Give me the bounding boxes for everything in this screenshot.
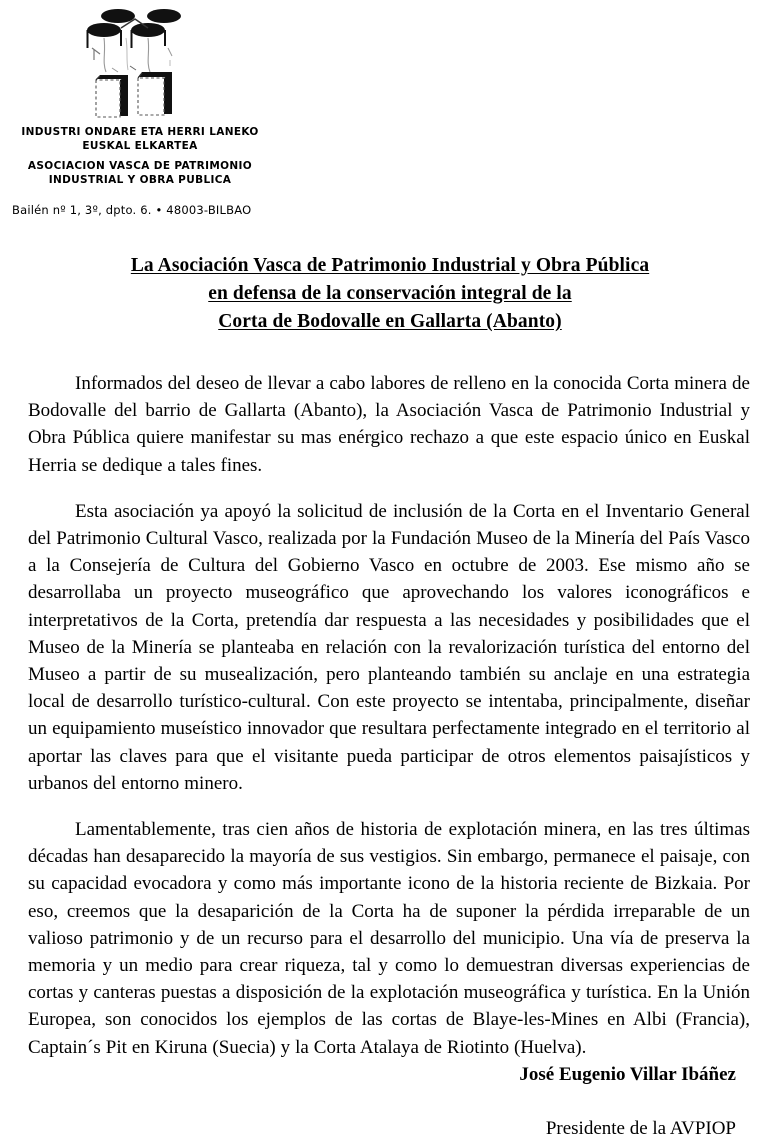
- org-name-basque-line2: EUSKAL ELKARTEA: [82, 139, 198, 152]
- title-line-3-text: Corta de Bodovalle en Gallarta (Abanto): [218, 311, 562, 332]
- signatory-role: Presidente de la AVPIOP: [545, 1118, 736, 1139]
- signature-block: [28, 1062, 750, 1142]
- industrial-heritage-logo-icon: [82, 4, 190, 124]
- document-title: [0, 252, 780, 336]
- org-name-spanish-line2: INDUSTRIAL Y OBRA PUBLICA: [48, 173, 232, 186]
- title-line-1-text: La Asociación Vasca de Patrimonio Industrial y Obra Pública: [130, 255, 650, 276]
- letterhead: [0, 0, 300, 217]
- title-line-2-text: en defensa de la conservación integral de la: [208, 283, 572, 304]
- signatory-name: José Eugenio Villar Ibáñez: [519, 1064, 736, 1085]
- body-paragraph-2: Esta asociación ya apoyó la solicitud de inclusión de la Corta en el Inventario General del Patrimonio Cultural Vasco, realizada por la Fundación Museo de la Minería del País Vasco a la Consejería de Cultura del Gobierno Vasco en octubre de 2003. Ese mismo año se desarrollaba un proyecto museográfico que aprovechando los valores iconográficos e interpretativos de la Corta, pretendía dar respuesta a las necesidades y posibilidades que el Museo de la Minería se planteaba en relación con la revalorización turística del entorno del Museo a partir de su musealización, pero planteando también su anclaje en una estrategia local de desarrollo turístico-cultural. Con este proyecto se intentaba, principalmente, diseñar un equipamiento museístico innovador que resultara perfectamente integrado en el territorio al aportar las claves para que el visitante pueda participar de otros elementos paisajísticos y urbanos del entorno minero.: [28, 500, 750, 794]
- body-paragraph-3: Lamentablemente, tras cien años de historia de explotación minera, en las tres últimas décadas han desaparecido la mayoría de sus vestigios. Sin embargo, permanece el paisaje, con su capacidad evocadora y como más importante icono de la historia reciente de Bizkaia. Por eso, creemos que la desaparición de la Corta ha de suponer la pérdida irreparable de un valioso patrimonio y de un recurso para el desarrollo del municipio. Una vía de preserva la memoria y un medio para crear riqueza, tal y como lo demuestran diversas experiencias de cortas y canteras puestas a disposición de la explotación museográfica y turística. En la Unión Europea, son conocidos los ejemplos de las cortas de Blaye-les-Mines en Albi (Francia), Captain´s Pit en Kiruna (Suecia) y la Corta Atalaya de Riotinto (Huelva).: [28, 819, 750, 1058]
- org-name-spanish-line1: ASOCIACION VASCA DE PATRIMONIO: [27, 160, 253, 172]
- body-paragraph-1: Informados del deseo de llevar a cabo labores de relleno en la conocida Corta minera de Bodovalle del barrio de Gallarta (Abanto), la Asociación Vasca de Patrimonio Industrial y Obra Pública quiere manifestar su mas enérgico rechazo a que este espacio único en Euskal Herria se dedique a tales fines.: [28, 373, 750, 476]
- document-body: [28, 370, 750, 1061]
- page-title-line-1: [0, 252, 780, 280]
- organization-names: [0, 126, 280, 187]
- letterhead-address: Bailén nº 1, 3º, dpto. 6. • 48003-BILBAO: [12, 203, 252, 217]
- page-title-line-2: [0, 280, 780, 308]
- org-name-basque-line1: INDUSTRI ONDARE ETA HERRI LANEKO: [21, 126, 259, 138]
- page-title-line-3: [0, 308, 780, 336]
- logo-container: [0, 0, 300, 126]
